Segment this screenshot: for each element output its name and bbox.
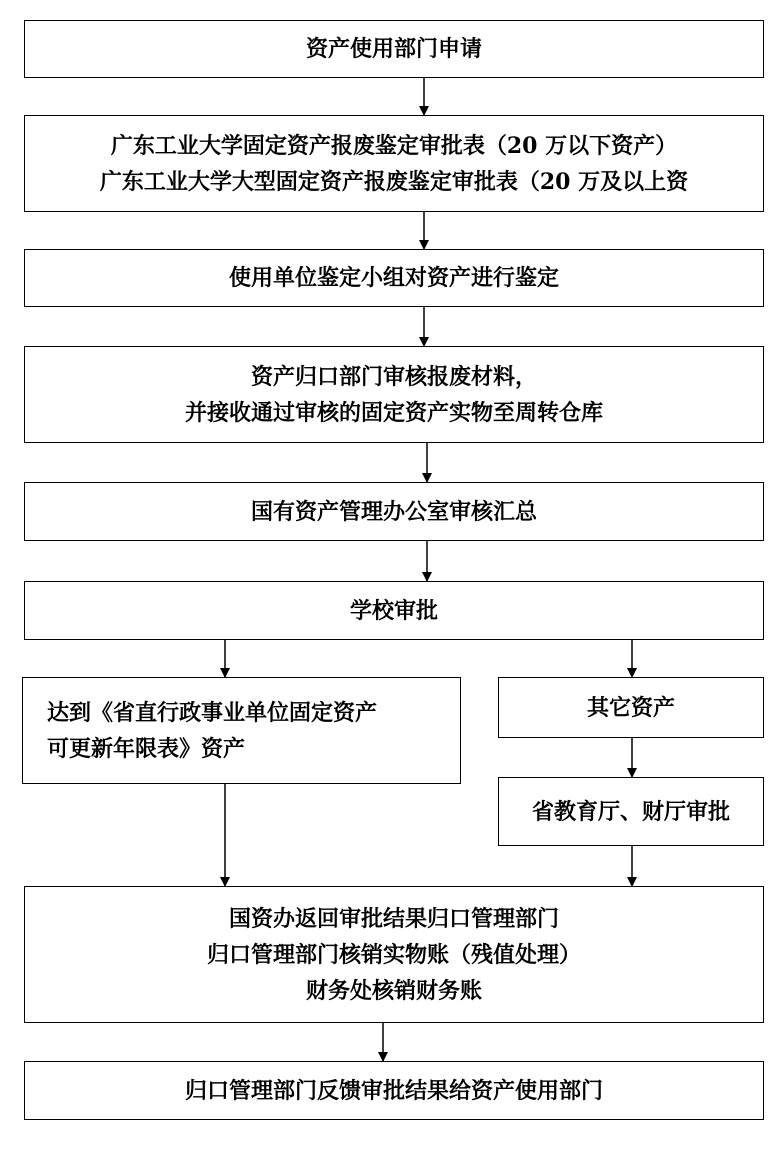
step-asset-office-summary xyxy=(24,482,764,541)
branch-left-line-2: 可更新年限表》资产 xyxy=(47,735,246,762)
branch-right-line-1: 其它资产 xyxy=(586,694,675,721)
branch-left-line-1: 达到《省直行政事业单位固定资产 xyxy=(47,699,378,726)
step7-line-3: 财务处核销财务账 xyxy=(305,977,482,1004)
step-scrap-approval-forms xyxy=(24,115,764,212)
step3-line-1: 使用单位鉴定小组对资产进行鉴定 xyxy=(228,265,559,291)
branch-province-approval xyxy=(498,777,764,846)
step-department-review xyxy=(24,346,764,443)
step6-line-1: 学校审批 xyxy=(349,597,438,624)
step7-line-1: 国资办返回审批结果归口管理部门 xyxy=(228,905,559,932)
step-unit-appraisal xyxy=(24,249,764,307)
branch-right-approval-line-1: 省教育厅、财厅审批 xyxy=(531,798,730,825)
step7-line-2: 归口管理部门核销实物账（残值处理） xyxy=(206,941,581,968)
step4-line-2: 并接收通过审核的固定资产实物至周转仓库 xyxy=(184,399,603,426)
step-school-approval xyxy=(24,581,764,640)
step-feedback-to-department xyxy=(24,1061,764,1120)
branch-renewal-limit-assets xyxy=(22,677,461,784)
step2-line-2: 广东工业大学大型固定资产报废鉴定审批表（20 万及以上资 xyxy=(99,168,689,195)
step4-line-1: 资产归口部门审核报废材料， xyxy=(250,363,537,390)
step2-line-1: 广东工业大学固定资产报废鉴定审批表（20 万以下资产） xyxy=(110,132,678,159)
branch-other-assets xyxy=(498,677,764,738)
step-asset-department-apply xyxy=(24,20,764,78)
step1-line-1: 资产使用部门申请 xyxy=(305,36,482,62)
step-return-and-writeoff xyxy=(24,886,764,1023)
step5-line-1: 国有资产管理办公室审核汇总 xyxy=(250,498,537,525)
step8-line-1: 归口管理部门反馈审批结果给资产使用部门 xyxy=(184,1077,603,1104)
